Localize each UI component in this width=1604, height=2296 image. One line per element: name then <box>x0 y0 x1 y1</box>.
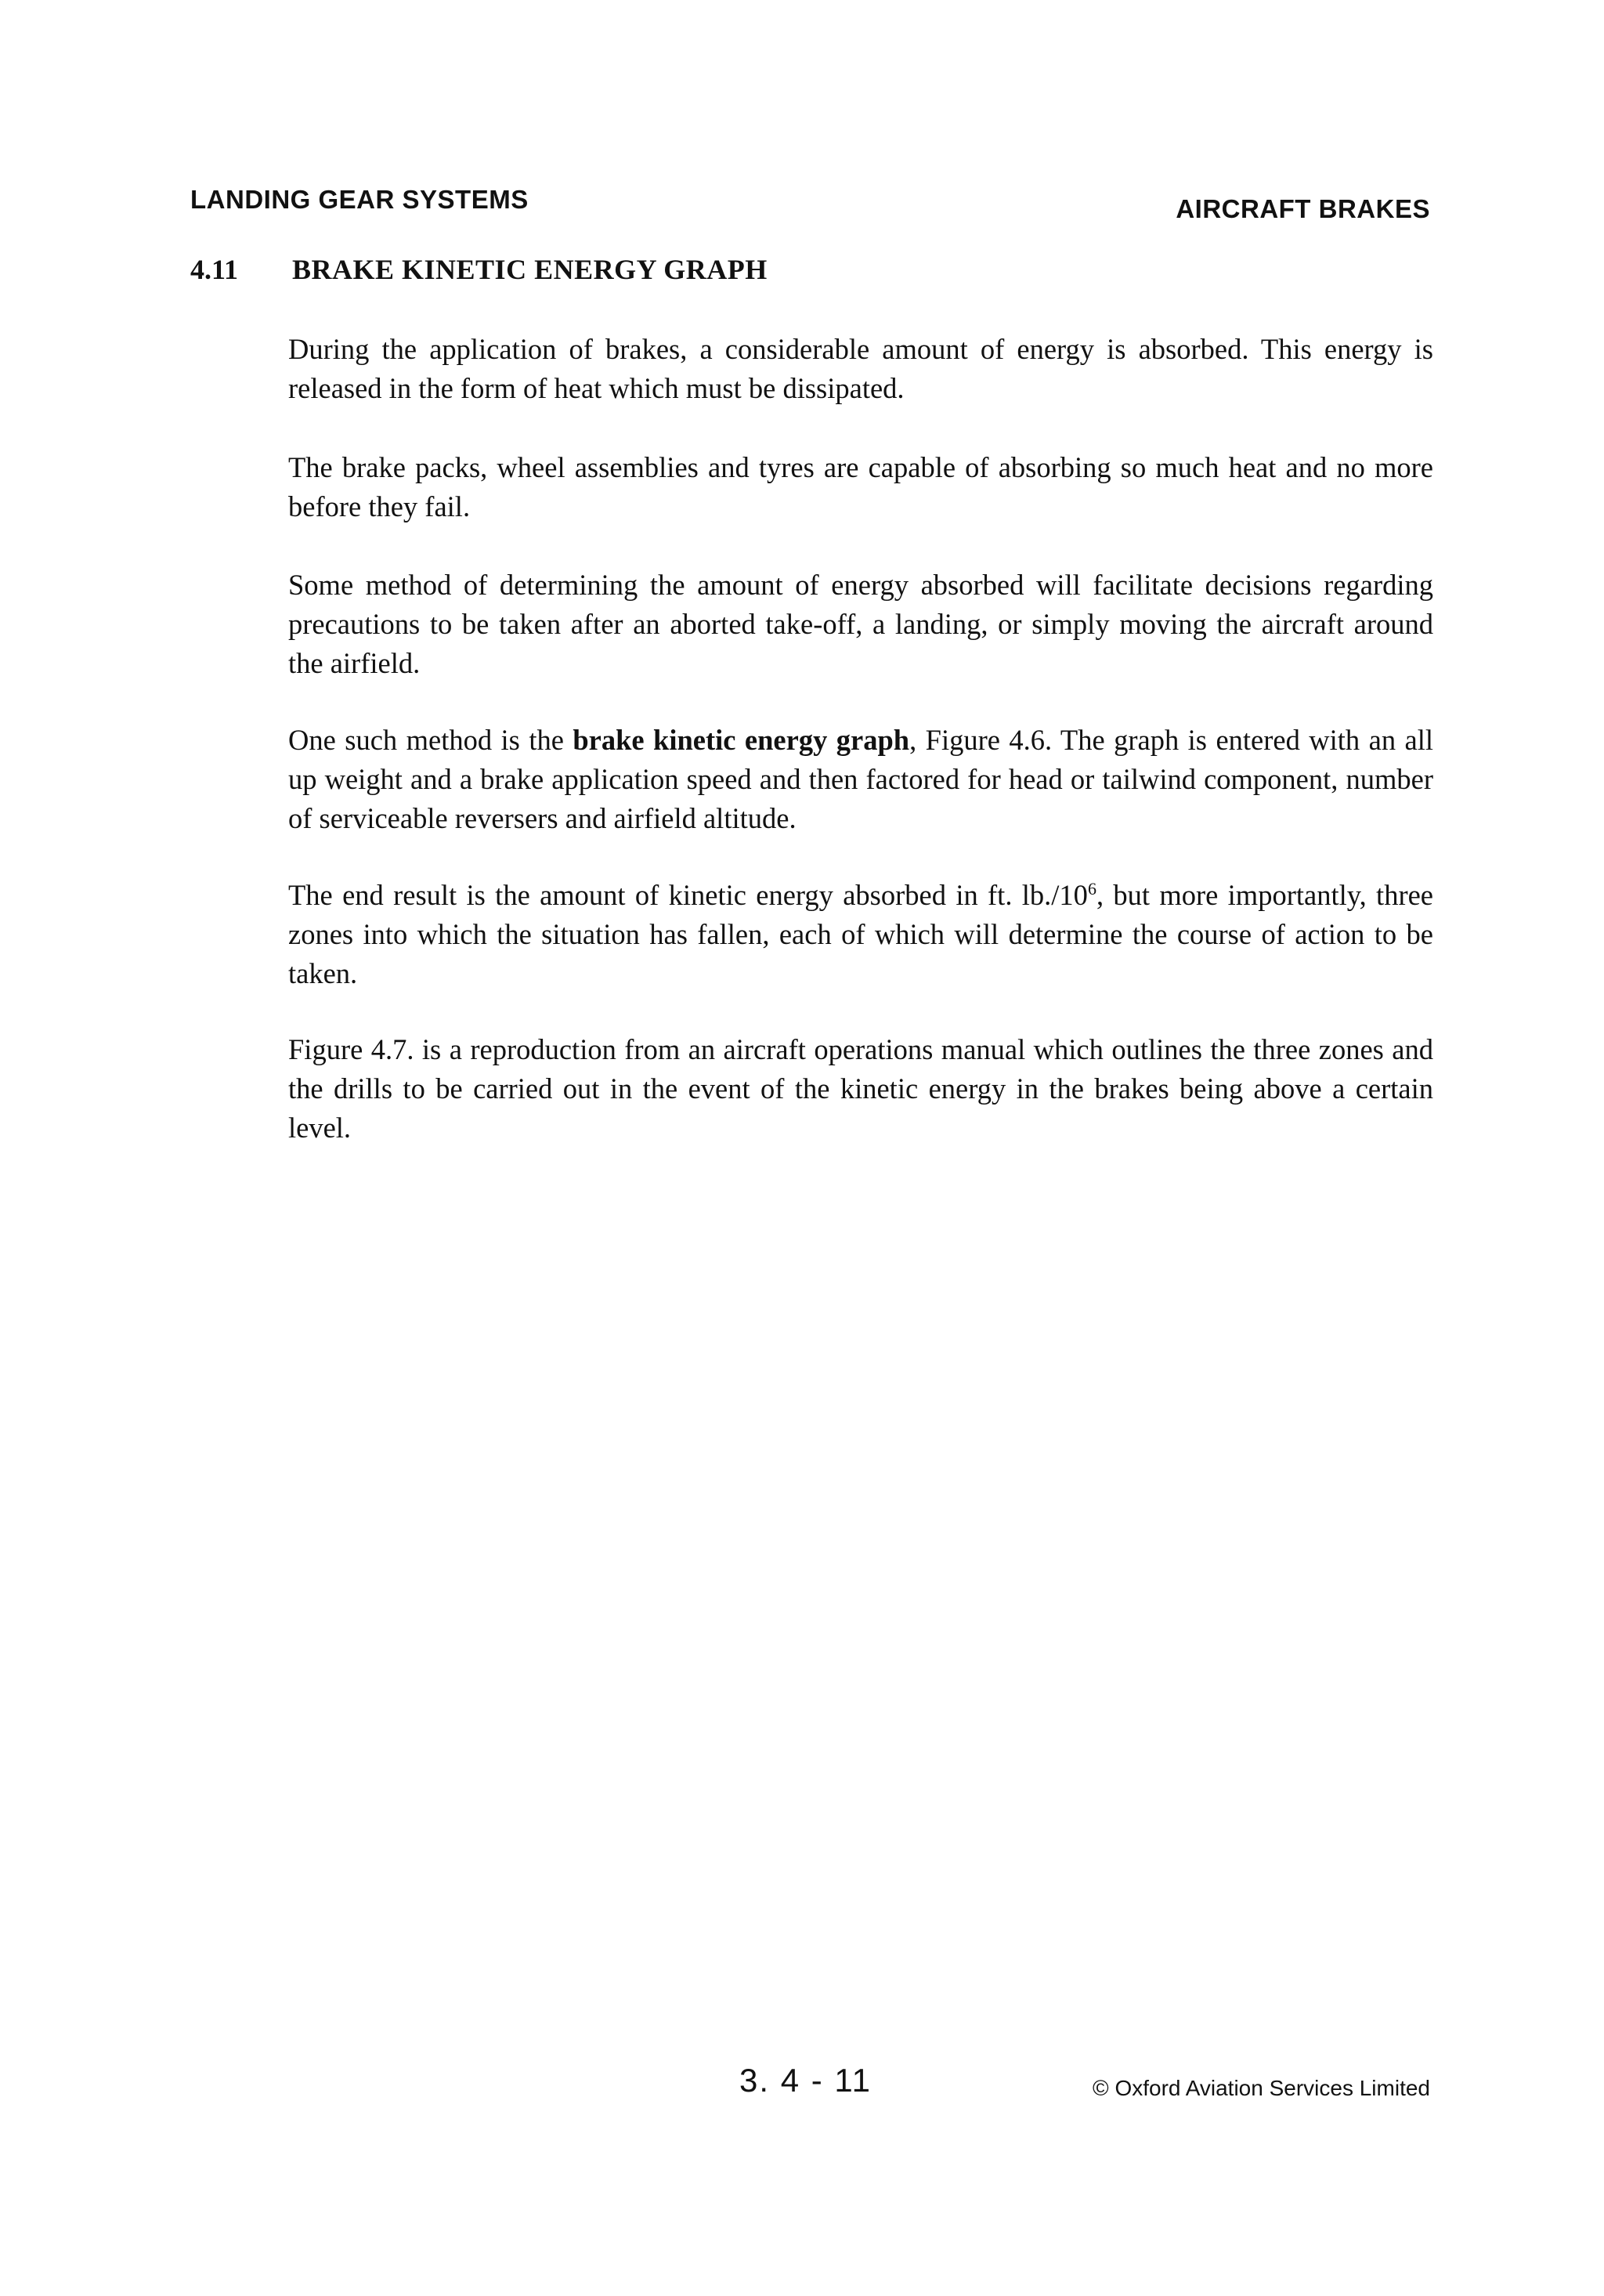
copyright-notice: © Oxford Aviation Services Limited <box>1093 2076 1430 2100</box>
page-number: 3. 4 - 11 <box>739 2062 872 2099</box>
paragraph-energy-absorbed: During the application of brakes, a considerable amount of energy is absorbed. This energy is released in the form of heat which must be dissipated. <box>288 333 1433 404</box>
paragraph-end-result <box>288 876 1433 993</box>
running-header-topic: AIRCRAFT BRAKES <box>1176 194 1430 223</box>
paragraph-text-segment: The end result is the amount of kinetic energy absorbed in ft. lb./10 <box>288 879 1088 911</box>
running-header-chapter: LANDING GEAR SYSTEMS <box>190 185 529 214</box>
paragraph-text-segment: , Figure 4.6. The graph is entered with an all up weight and a brake application speed and then factored for head or tailwind component, number of serviceable reversers and airfield altitude. <box>288 724 1433 834</box>
bold-term: brake kinetic energy graph <box>573 724 910 756</box>
paragraph-kinetic-energy-graph <box>288 721 1433 838</box>
paragraph-heat-capacity: The brake packs, wheel assemblies and tyres are capable of absorbing so much heat and no more before they fail. <box>288 451 1433 522</box>
superscript-exponent: 6 <box>1087 878 1096 899</box>
section-title: BRAKE KINETIC ENERGY GRAPH <box>292 254 768 285</box>
paragraph-figure-reference: Figure 4.7. is a reproduction from an aircraft operations manual which outlines the three zones and the drills to be carried out in the event of the kinetic energy in the brakes being above a certain level. <box>288 1033 1433 1144</box>
paragraph-text-segment: One such method is the <box>288 724 573 756</box>
paragraph-text-segment: , but more importantly, three zones into which the situation has fallen, each of which will determine the course of action to be taken. <box>288 879 1433 989</box>
section-number: 4.11 <box>190 254 239 285</box>
paragraph-determining-method: Some method of determining the amount of energy absorbed will facilitate decisions regarding precautions to be taken after an aborted take-off, a landing, or simply moving the aircraft around the airfield. <box>288 569 1433 679</box>
